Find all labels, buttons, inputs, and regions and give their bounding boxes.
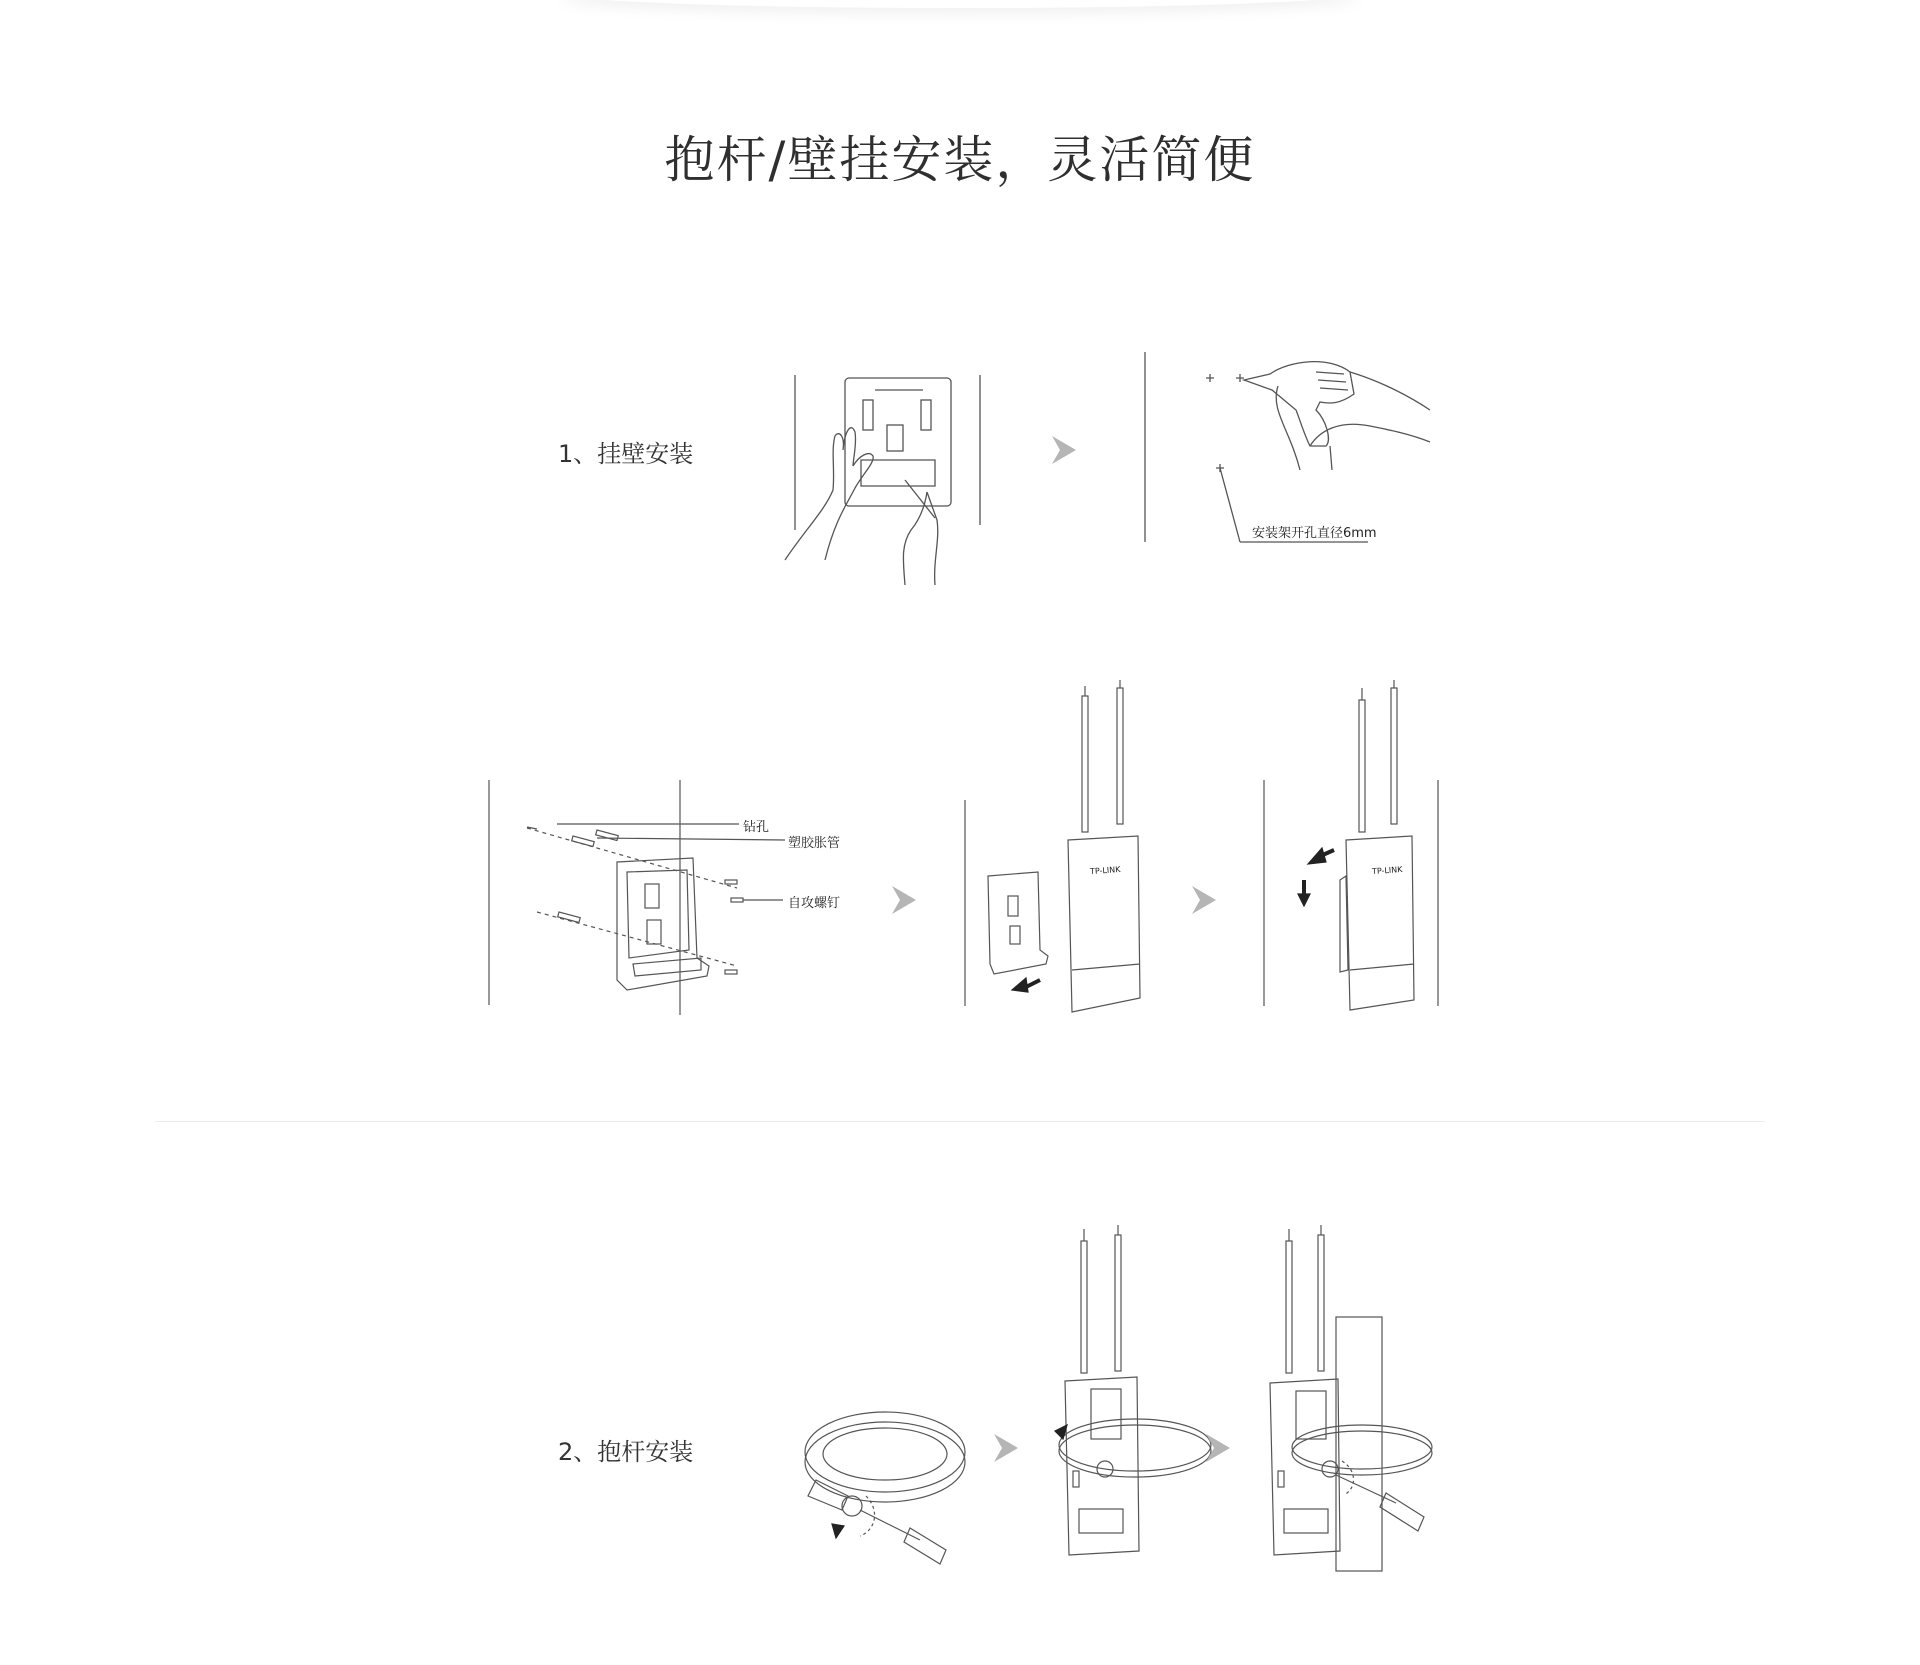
step-arrow-icon	[992, 1432, 1020, 1468]
bracket-parts-illustration	[487, 780, 847, 1020]
part-label-screw: 自攻螺钉	[788, 896, 841, 911]
step-2-label: 2、抱杆安装	[558, 1438, 694, 1466]
part-label-anchor: 塑胶胀管	[788, 836, 841, 851]
step-arrow-icon	[1204, 1432, 1232, 1468]
brand-logo: TP-LINK	[1371, 864, 1403, 877]
drill-hole-caption: 安装架开孔直径6mm	[1252, 526, 1377, 541]
hose-clamp-illustration	[780, 1400, 970, 1570]
clamp-through-device-illustration	[1045, 1225, 1225, 1565]
pole-mounted-illustration	[1260, 1225, 1450, 1585]
drilling-illustration	[1140, 350, 1440, 550]
page-title: 抱杆/壁挂安装，灵活简便	[664, 131, 1256, 189]
device-mount-illustration	[960, 680, 1160, 1020]
part-label-drill: 钻孔	[743, 820, 770, 835]
wall-marking-illustration	[775, 370, 995, 590]
brand-logo: TP-LINK	[1089, 864, 1121, 877]
step-arrow-icon	[1190, 884, 1218, 920]
section-divider	[155, 1121, 1765, 1122]
top-shadow	[560, 0, 1360, 8]
step-arrow-icon	[890, 884, 918, 920]
step-arrow-icon	[1050, 434, 1078, 470]
device-lock-illustration	[1260, 680, 1450, 1020]
step-1-label: 1、挂壁安装	[558, 440, 694, 468]
